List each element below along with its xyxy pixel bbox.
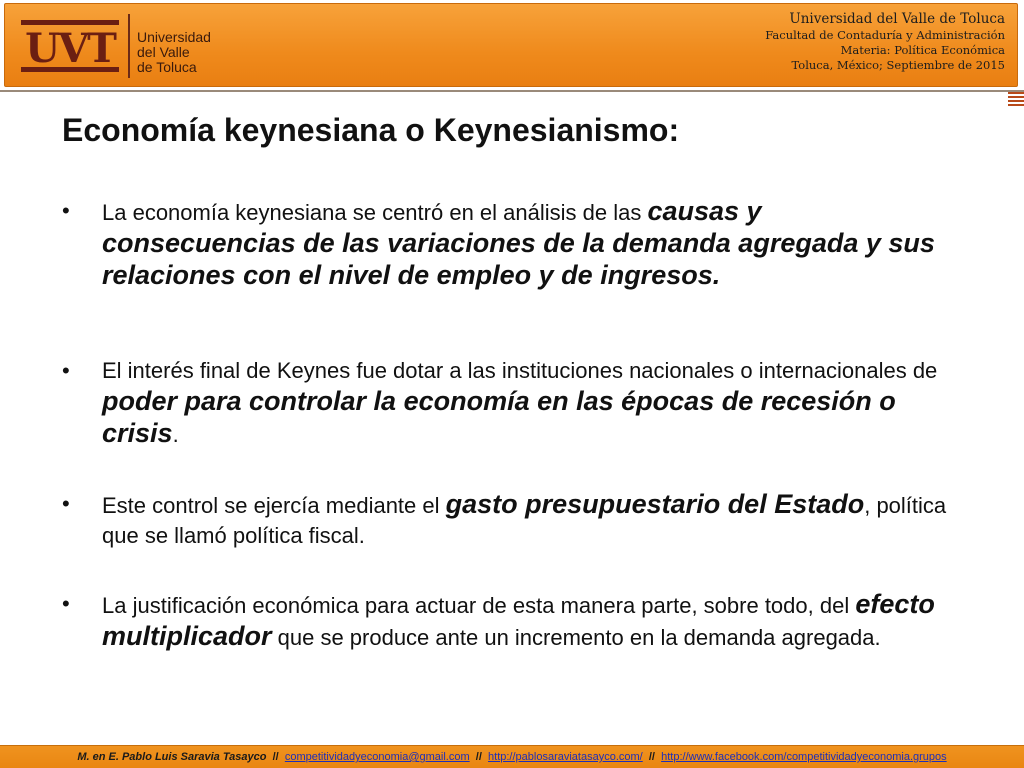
bullet-list <box>62 196 962 653</box>
footer-website-link[interactable]: http://pablosaraviatasayco.com/ <box>488 751 643 763</box>
decorative-stripes <box>1008 92 1024 106</box>
footer-separator: // <box>475 751 482 763</box>
slide-title: Economía keynesiana o Keynesianismo: <box>62 112 680 148</box>
footer-bar <box>0 745 1024 768</box>
uvt-logo-mark <box>21 18 119 74</box>
bullet-marker: • <box>62 358 70 383</box>
bullet-emphasis: efecto multiplicador <box>102 589 935 651</box>
logo-line-2: del Valle <box>137 44 190 60</box>
bullet-marker: • <box>62 198 70 223</box>
header-banner <box>4 3 1018 87</box>
bullet-text: . <box>172 422 179 447</box>
logo-divider <box>128 14 130 78</box>
footer-email-link[interactable]: competitividadyeconomia@gmail.com <box>284 751 470 763</box>
bullet-text: , política que se llamó política fiscal. <box>102 493 947 548</box>
bullet-emphasis: poder para controlar la economía en las épocas de recesión o crisis <box>102 386 896 448</box>
bullet-item <box>62 196 962 356</box>
bullet-emphasis: causas y consecuencias de las variaciones de la demanda agregada y sus relaciones con el nivel de empleo y de ingresos. <box>102 196 935 290</box>
university-name: Universidad del Valle de Toluca <box>789 11 1005 27</box>
place-date: Toluca, México; Septiembre de 2015 <box>791 58 1005 72</box>
header-underline <box>0 90 1024 92</box>
bullet-text: La economía keynesiana se centró en el análisis de las <box>102 200 648 225</box>
bullet-item <box>62 589 962 653</box>
bullet-text: que se produce ante un incremento en la demanda agregada. <box>271 625 881 650</box>
header-info <box>765 11 1005 73</box>
bullet-item <box>62 356 962 489</box>
subject-name: Materia: Política Económica <box>840 43 1005 57</box>
logo-wordmark <box>137 30 211 75</box>
footer-author: M. en E. Pablo Luis Saravia Tasayco <box>77 751 267 763</box>
svg-text:UVT: UVT <box>25 25 115 72</box>
bullet-text: El interés final de Keynes fue dotar a las instituciones nacionales o internacionales de <box>102 358 938 383</box>
logo-line-1: Universidad <box>137 29 211 45</box>
uvt-logo <box>11 8 221 80</box>
faculty-name: Facultad de Contaduría y Administración <box>765 28 1005 42</box>
bullet-item <box>62 489 962 589</box>
logo-line-3: de Toluca <box>137 59 197 75</box>
bullet-text: Este control se ejercía mediante el <box>102 493 446 518</box>
bullet-marker: • <box>62 491 70 516</box>
bullet-emphasis: gasto presupuestario del Estado <box>445 489 865 519</box>
bullet-marker: • <box>62 591 70 616</box>
footer-separator: // <box>648 751 655 763</box>
bullet-text: La justificación económica para actuar de esta manera parte, sobre todo, del <box>102 593 856 618</box>
footer-separator: // <box>272 751 279 763</box>
footer-facebook-link[interactable]: http://www.facebook.com/competitividadyeconomia.grupos <box>661 751 947 763</box>
